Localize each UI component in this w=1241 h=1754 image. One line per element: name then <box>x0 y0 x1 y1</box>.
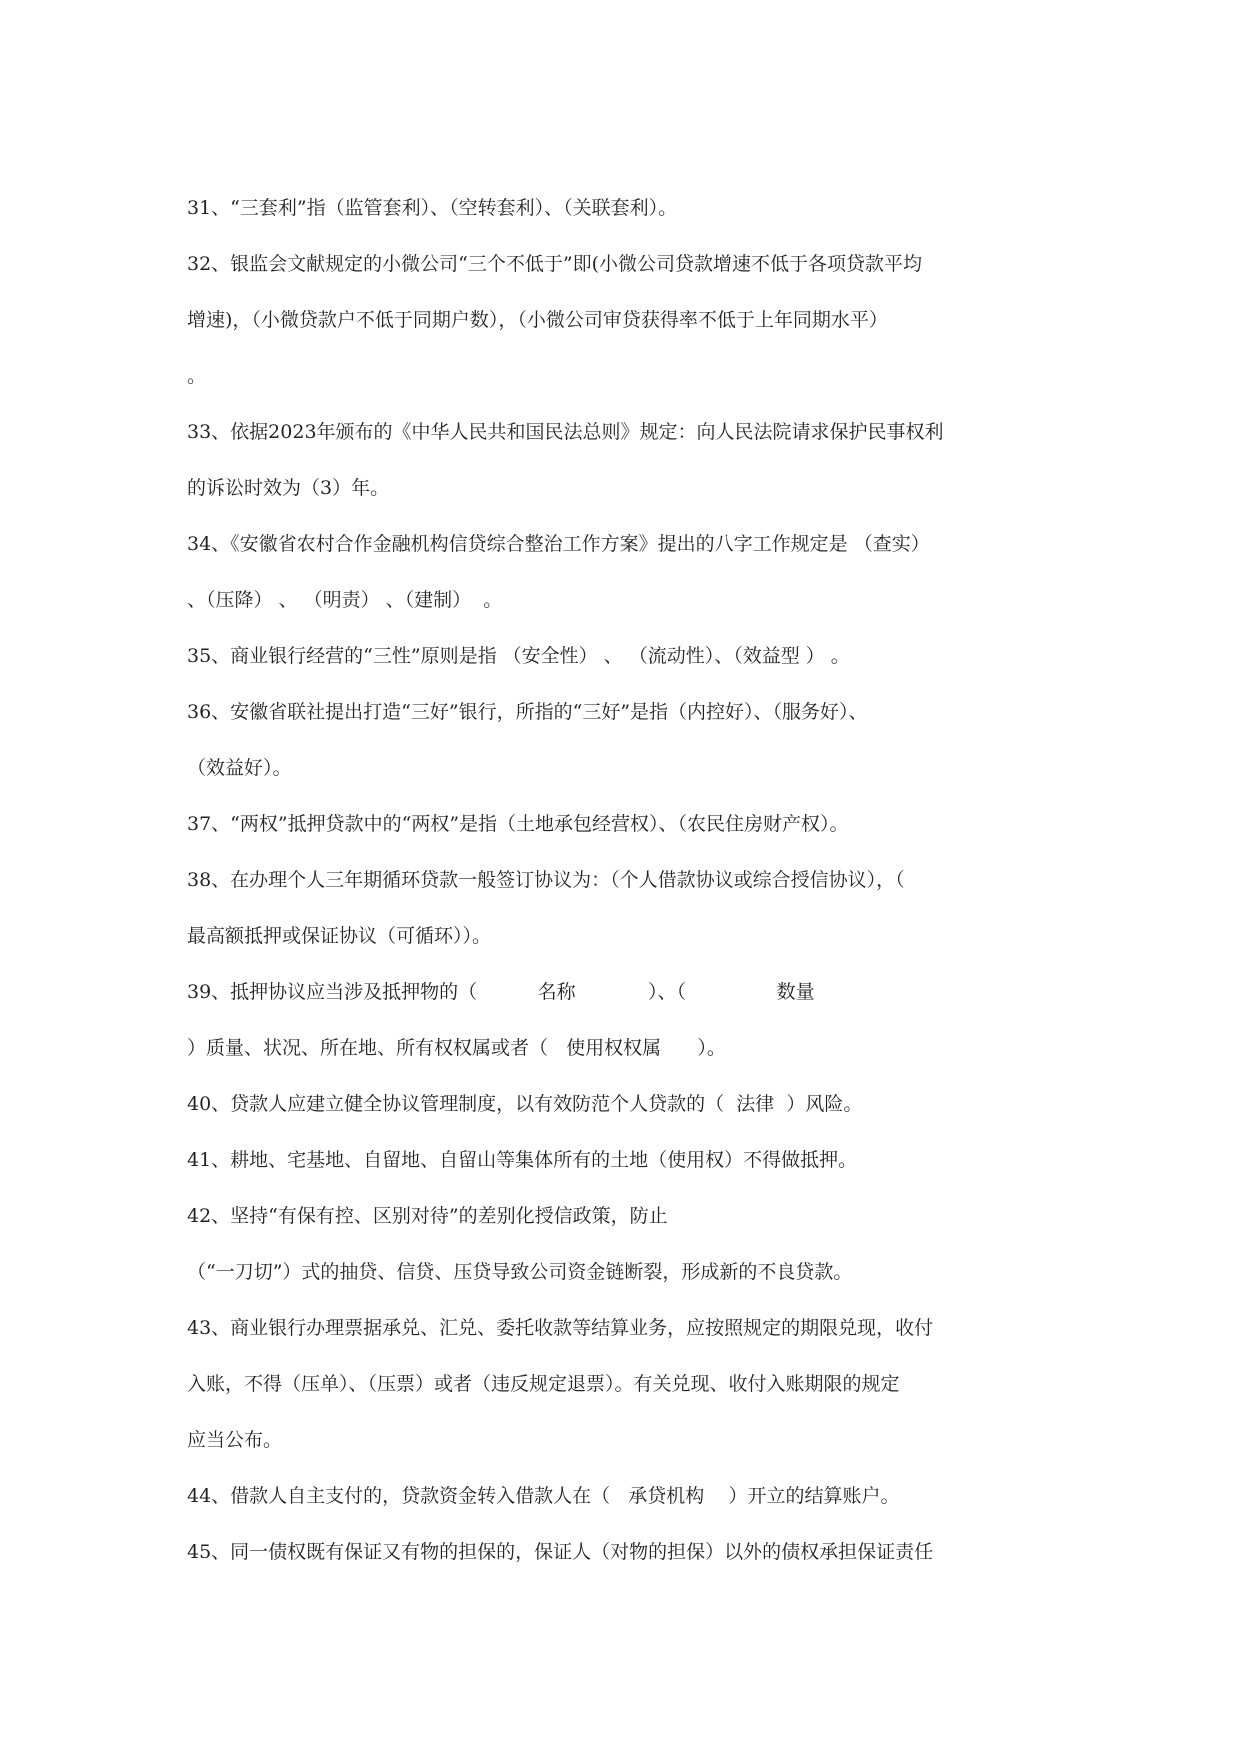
text-line-39b: ）质量、状况、所在地、所有权权属或者（ 使用权权属 ）。 <box>187 1037 726 1059</box>
text-line-37: 37、“两权”抵押贷款中的“两权”是指（土地承包经营权）、（农民住房财产权）。 <box>187 813 849 835</box>
text-line-32b: 增速)，（小微贷款户不低于同期户数），（小微公司审贷获得率不低于上年同期水平） <box>187 309 888 331</box>
text-line-39a: 39、抵押协议应当涉及抵押物的（ 名称 ）、（ 数量 <box>187 981 815 1003</box>
text-line-42a: 42、坚持“有保有控、区别对待”的差别化授信政策，防止 <box>187 1205 668 1227</box>
text-line-32a: 32、银监会文献规定的小微公司“三个不低于”即(小微公司贷款增速不低于各项贷款平均 <box>187 253 923 275</box>
text-line-33b: 的诉讼时效为（3）年。 <box>187 477 390 499</box>
text-line-31: 31、“三套利”指（监管套利）、（空转套利）、（关联套利）。 <box>187 197 678 219</box>
text-line-38b: 最高额抵押或保证协议（可循环））。 <box>187 925 492 947</box>
text-line-41: 41、耕地、宅基地、自留地、自留山等集体所有的土地（使用权）不得做抵押。 <box>187 1149 858 1171</box>
text-line-44: 44、借款人自主支付的，贷款资金转入借款人在（ 承贷机构 ）开立的结算账户。 <box>187 1485 900 1507</box>
text-line-43a: 43、商业银行办理票据承兑、汇兑、委托收款等结算业务，应按照规定的期限兑现，收付 <box>187 1317 934 1339</box>
text-line-43c: 应当公布。 <box>187 1429 283 1451</box>
text-line-34a: 34、《安徽省农村合作金融机构信贷综合整治工作方案》提出的八字工作规定是 （查实） <box>187 533 930 555</box>
text-line-36b: （效益好）。 <box>187 757 292 779</box>
text-line-42b: （“一刀切”）式的抽贷、信贷、压贷导致公司资金链断裂，形成新的不良贷款。 <box>187 1261 853 1283</box>
text-line-38a: 38、在办理个人三年期循环贷款一般签订协议为：（个人借款协议或综合授信协议），（ <box>187 869 905 891</box>
text-line-36a: 36、安徽省联社提出打造“三好”银行，所指的“三好”是指（内控好）、（服务好）、 <box>187 701 868 723</box>
text-line-33a: 33、依据2023年颁布的《中华人民共和国民法总则》规定：向人民法院请求保护民事权利 <box>187 421 944 443</box>
text-line-40: 40、贷款人应建立健全协议管理制度，以有效防范个人贷款的（ 法律 ）风险。 <box>187 1093 863 1115</box>
document-body <box>187 190 1057 1590</box>
text-line-43b: 入账，不得（压单）、（压票）或者（违反规定退票）。有关兑现、收付入账期限的规定 <box>187 1373 900 1395</box>
text-line-45: 45、同一债权既有保证又有物的担保的，保证人（对物的担保）以外的债权承担保证责任 <box>187 1541 934 1563</box>
text-line-35: 35、商业银行经营的“三性”原则是指 （安全性） 、 （流动性）、（效益型 ） 。 <box>187 645 850 667</box>
text-line-32c: 。 <box>187 365 207 387</box>
text-line-34b: 、（压降） 、 （明责） 、（建制） 。 <box>187 589 503 611</box>
